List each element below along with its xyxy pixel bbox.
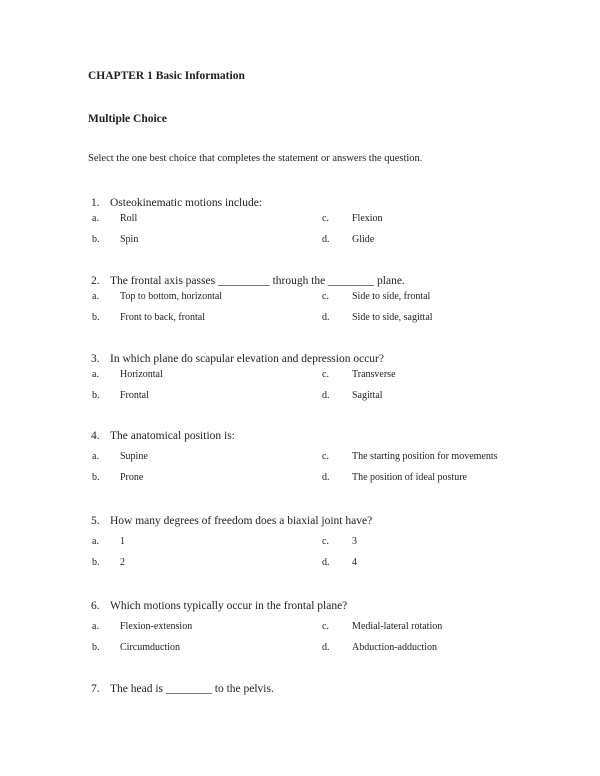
option-letter: d. [322,557,330,568]
option-letter: a. [92,536,99,547]
option-letter: b. [92,390,100,401]
option-letter: d. [322,234,330,245]
option-letter: b. [92,312,100,323]
option-letter: c. [322,291,329,302]
option-d [322,472,467,484]
option-text: Transverse [352,369,396,380]
option-c [322,213,383,225]
option-letter: d. [322,642,330,653]
option-a [92,451,148,463]
option-text: Horizontal [120,369,163,380]
option-text: Side to side, frontal [352,291,431,302]
option-text: Sagittal [352,390,383,401]
option-c [322,536,357,548]
option-text: Prone [120,472,144,483]
question-text: How many degrees of freedom does a biaxial joint have? [110,515,373,527]
option-text: 1 [120,536,125,547]
option-b [92,312,205,324]
option-b [92,390,149,402]
option-d [322,642,437,654]
question-text: Osteokinematic motions include: [110,197,263,209]
option-c [322,291,430,303]
option-b [92,642,180,654]
option-a [92,213,137,225]
option-letter: a. [92,213,99,224]
option-text: Flexion-extension [120,621,193,632]
option-a [92,621,192,633]
question-number: 2. [91,275,100,287]
option-b [92,472,143,484]
option-c [322,621,442,633]
question-stem [91,197,262,210]
question-stem [91,353,384,366]
option-letter: b. [92,234,100,245]
option-b [92,234,138,246]
question-stem [91,430,235,443]
option-d [322,557,357,569]
option-text: Circumduction [120,642,180,653]
option-text: Medial-lateral rotation [352,621,443,632]
question-stem [91,600,347,613]
option-letter: d. [322,390,330,401]
option-text: 3 [352,536,357,547]
option-letter: a. [92,369,99,380]
option-text: Flexion [352,213,383,224]
option-letter: d. [322,312,330,323]
option-text: The starting position for movements [352,451,498,462]
option-letter: a. [92,621,99,632]
option-d [322,312,433,324]
option-letter: b. [92,472,100,483]
section-title: Multiple Choice [88,113,167,125]
question-number: 1. [91,197,100,209]
option-letter: c. [322,621,329,632]
option-letter: a. [92,451,99,462]
chapter-title: CHAPTER 1 Basic Information [88,70,245,82]
option-text: 4 [352,557,357,568]
question-stem [91,275,405,288]
option-d [322,390,383,402]
option-text: Side to side, sagittal [352,312,433,323]
option-letter: c. [322,369,329,380]
option-letter: b. [92,642,100,653]
option-a [92,291,222,303]
option-text: The position of ideal posture [352,472,467,483]
option-text: Abduction-adduction [352,642,437,653]
option-letter: a. [92,291,99,302]
option-letter: c. [322,451,329,462]
option-text: Glide [352,234,375,245]
option-text: Supine [120,451,148,462]
question-stem [91,683,274,696]
option-letter: c. [322,536,329,547]
question-stem [91,515,372,528]
option-text: Frontal [120,390,149,401]
option-text: Roll [120,213,138,224]
question-number: 6. [91,600,100,612]
option-text: Spin [120,234,139,245]
option-d [322,234,374,246]
question-number: 5. [91,515,100,527]
instructions-text: Select the one best choice that completes the statement or answers the question. [88,153,423,164]
question-text: The anatomical position is: [110,430,235,442]
question-text: In which plane do scapular elevation and depression occur? [110,353,384,365]
option-c [322,451,498,463]
question-text: The frontal axis passes _________ through the ________ plane. [110,275,405,287]
option-text: Top to bottom, horizontal [120,291,223,302]
option-letter: c. [322,213,329,224]
option-c [322,369,396,381]
option-text: 2 [120,557,125,568]
question-number: 3. [91,353,100,365]
option-text: Front to back, frontal [120,312,205,323]
question-text: The head is ________ to the pelvis. [110,683,274,695]
option-a [92,536,125,548]
option-letter: b. [92,557,100,568]
option-a [92,369,163,381]
question-text: Which motions typically occur in the frontal plane? [110,600,348,612]
option-b [92,557,125,569]
question-number: 7. [91,683,100,695]
option-letter: d. [322,472,330,483]
question-number: 4. [91,430,100,442]
